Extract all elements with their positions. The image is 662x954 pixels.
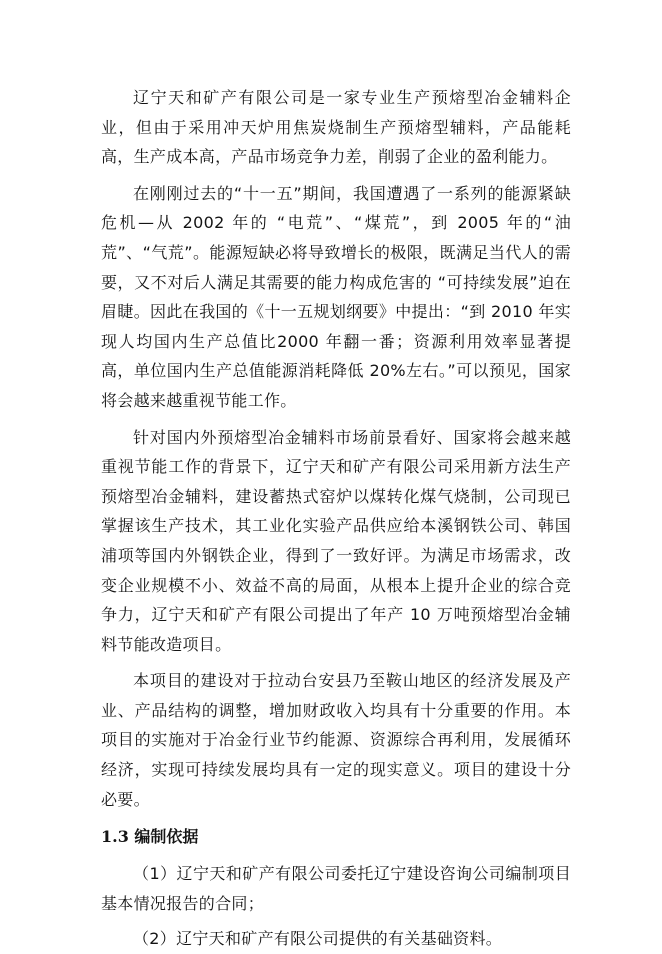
document-body (101, 83, 571, 954)
paragraph-project-proposal: 针对国内外预熔型冶金辅料市场前景看好、国家将会越来越重视节能工作的背景下，辽宁天和矿产有限公司采用新方法生产预熔型冶金辅料，建设蓄热式窑炉以煤转化煤气烧制，公司现已掌握该生产技术，其工业化实验产品供应给本溪钢铁公司、韩国浦项等国内外钢铁企业，得到了一致好评。为满足市场需求，改变企业规模不小、效益不高的局面，从根本上提升企业的综合竞争力，辽宁天和矿产有限公司提出了年产 10 万吨预熔型冶金辅料节能改造项目。 (101, 427, 571, 654)
paragraph-company-background: 辽宁天和矿产有限公司是一家专业生产预熔型冶金辅料企业，但由于采用冲天炉用焦炭烧制生产预熔型辅料，产品能耗高，生产成本高，产品市场竞争力差，削弱了企业的盈利能力。 (101, 88, 571, 167)
paragraph-project-significance: 本项目的建设对于拉动台安县乃至鞍山地区的经济发展及产业、产品结构的调整，增加财政收入均具有十分重要的作用。本项目的实施对于冶金行业节约能源、资源综合再利用，发展循环经济，实现可持续发展均具有一定的现实意义。项目的建设十分必要。 (101, 671, 571, 809)
section-heading: 1.3 编制依据 (101, 827, 199, 847)
paragraph-energy-policy: 在刚刚过去的“十一五”期间，我国遭遇了一系列的能源紧缺危机—从 2002 年的 “电荒”、“煤荒”，到 2005 年的“油荒”、“气荒”。能源短缺必将导致增长的极限，既满足当代人的需要，又不对后人满足其需要的能力构成危害的 “可持续发展”迫在眉睫。因此在我国的《十一五规划纲要》中提出：“到 2010 年实现人均国内生产总值比2000 年翻一番；资源利用效率显著提高，单位国内生产总值能源消耗降低 20%左右。”可以预见，国家将会越来越重视节能工作。 (101, 183, 571, 410)
basis-item-contract: （1）辽宁天和矿产有限公司委托辽宁建设咨询公司编制项目基本情况报告的合同； (101, 864, 571, 913)
basis-item-materials: （2）辽宁天和矿产有限公司提供的有关基础资料。 (133, 929, 503, 949)
